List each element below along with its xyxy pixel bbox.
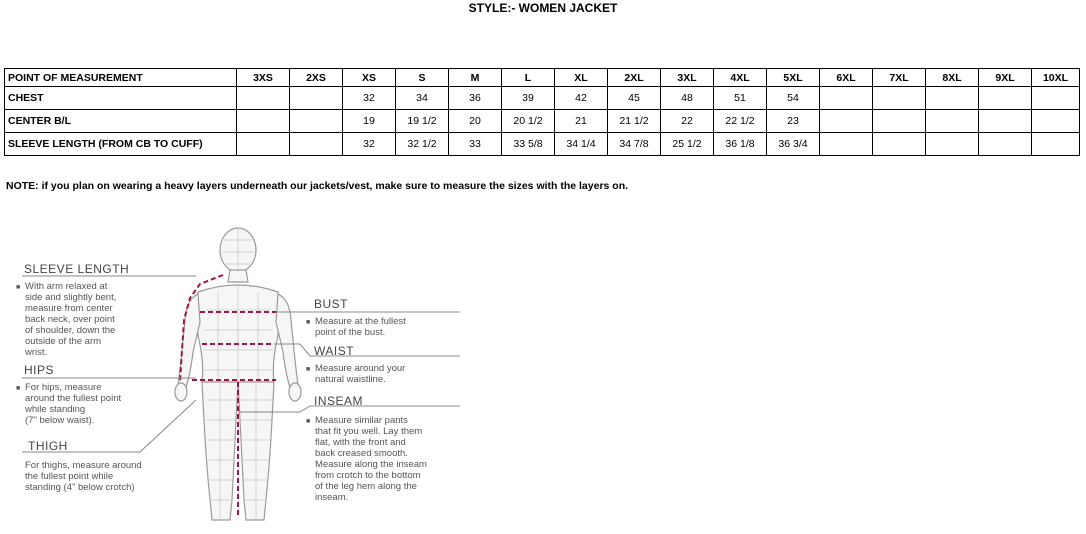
sleeve-length-heading: SLEEVE LENGTH xyxy=(24,262,130,276)
text-line: around the fullest point xyxy=(25,393,122,404)
sleeve-length-text xyxy=(25,281,116,358)
table-row-sleeve-length xyxy=(5,133,1080,156)
table-cell: 51 xyxy=(714,87,767,110)
table-cell: 42 xyxy=(555,87,608,110)
table-cell: 22 1/2 xyxy=(714,110,767,133)
bullet-icon: ■ xyxy=(306,366,311,373)
table-cell xyxy=(820,87,873,110)
table-cell: 19 xyxy=(343,110,396,133)
column-header-size: 8XL xyxy=(926,69,979,87)
table-cell xyxy=(1032,133,1080,156)
table-cell xyxy=(873,87,926,110)
table-cell: 36 xyxy=(449,87,502,110)
table-cell: 33 5/8 xyxy=(502,133,555,156)
table-cell: 34 7/8 xyxy=(608,133,661,156)
bullet-icon: ■ xyxy=(306,319,311,326)
size-chart-table xyxy=(4,68,1080,156)
text-line: Measure around your xyxy=(315,363,406,374)
column-header-size: M xyxy=(449,69,502,87)
table-cell: 45 xyxy=(608,87,661,110)
table-cell xyxy=(979,133,1032,156)
row-label-center-bl: CENTER B/L xyxy=(5,110,237,133)
table-cell: 34 xyxy=(396,87,449,110)
table-cell: 32 xyxy=(343,87,396,110)
table-cell: 19 1/2 xyxy=(396,110,449,133)
column-header-size: 9XL xyxy=(979,69,1032,87)
table-cell xyxy=(237,110,290,133)
table-cell xyxy=(873,110,926,133)
text-line: that fit you well. Lay them xyxy=(315,426,423,437)
table-cell: 48 xyxy=(661,87,714,110)
table-cell: 23 xyxy=(767,110,820,133)
text-line: measure from center xyxy=(25,303,113,314)
table-cell: 54 xyxy=(767,87,820,110)
hips-text xyxy=(25,382,121,426)
text-line: from crotch to the bottom xyxy=(315,470,421,481)
text-line: of shoulder, down the xyxy=(25,325,116,336)
table-cell: 32 xyxy=(343,133,396,156)
text-line: while standing xyxy=(25,404,86,415)
text-line: inseam. xyxy=(315,492,349,503)
waist-text xyxy=(315,363,405,385)
column-header-size: 2XL xyxy=(608,69,661,87)
column-header-size: 2XS xyxy=(290,69,343,87)
table-cell: 36 3/4 xyxy=(767,133,820,156)
table-cell: 22 xyxy=(661,110,714,133)
text-line: back neck, over point xyxy=(25,314,115,325)
table-cell: 25 1/2 xyxy=(661,133,714,156)
column-header-size: 4XL xyxy=(714,69,767,87)
table-cell: 33 xyxy=(449,133,502,156)
text-line: Measure at the fullest xyxy=(315,316,406,327)
measurement-guide xyxy=(0,220,480,534)
hips-heading: HIPS xyxy=(24,363,55,377)
page-title: STYLE:- WOMEN JACKET xyxy=(468,1,618,15)
text-line: of the leg hem along the xyxy=(315,481,417,492)
column-header-size: XL xyxy=(555,69,608,87)
bullet-icon: ■ xyxy=(306,418,311,425)
table-cell: 21 1/2 xyxy=(608,110,661,133)
table-cell xyxy=(237,87,290,110)
table-row-center-bl xyxy=(5,110,1080,133)
thigh-heading: THIGH xyxy=(28,439,68,453)
column-header-size: 6XL xyxy=(820,69,873,87)
row-label-sleeve-length: SLEEVE LENGTH (FROM CB TO CUFF) xyxy=(5,133,237,156)
row-label-chest: CHEST xyxy=(5,87,237,110)
table-cell xyxy=(926,133,979,156)
table-cell: 36 1/8 xyxy=(714,133,767,156)
table-cell xyxy=(290,133,343,156)
text-line: point of the bust. xyxy=(315,327,386,338)
table-header-row xyxy=(5,69,1080,87)
text-line: Measure along the inseam xyxy=(315,459,427,470)
table-cell: 34 1/4 xyxy=(555,133,608,156)
text-line: Measure similar pants xyxy=(315,415,408,426)
layering-note: NOTE: if you plan on wearing a heavy layers underneath our jackets/vest, make sure to measure the sizes with the layers on. xyxy=(6,180,629,192)
text-line: With arm relaxed at xyxy=(25,281,108,292)
table-cell xyxy=(290,87,343,110)
bullet-icon: ■ xyxy=(16,385,21,392)
bust-text xyxy=(315,316,406,338)
table-cell xyxy=(926,87,979,110)
inseam-heading: INSEAM xyxy=(314,394,364,408)
table-cell xyxy=(979,87,1032,110)
column-header-size: 3XL xyxy=(661,69,714,87)
text-line: standing (4" below crotch) xyxy=(25,482,135,493)
text-line: side and slightly bent, xyxy=(25,292,117,303)
table-cell xyxy=(1032,87,1080,110)
text-line: For thighs, measure around xyxy=(25,460,142,471)
table-cell: 32 1/2 xyxy=(396,133,449,156)
column-header-size: 7XL xyxy=(873,69,926,87)
table-row-chest xyxy=(5,87,1080,110)
bullet-icon: ■ xyxy=(16,284,21,291)
table-cell: 21 xyxy=(555,110,608,133)
text-line: natural waistline. xyxy=(315,374,386,385)
inseam-text xyxy=(315,415,427,503)
table-cell xyxy=(979,110,1032,133)
column-header-size: 5XL xyxy=(767,69,820,87)
thigh-text xyxy=(25,460,142,493)
table-cell xyxy=(820,133,873,156)
column-header-size: L xyxy=(502,69,555,87)
table-cell xyxy=(926,110,979,133)
text-line: outside of the arm xyxy=(25,336,102,347)
table-cell xyxy=(820,110,873,133)
text-line: For hips, measure xyxy=(25,382,102,393)
table-cell xyxy=(1032,110,1080,133)
column-header-size: XS xyxy=(343,69,396,87)
text-line: flat, with the front and xyxy=(315,437,406,448)
table-cell xyxy=(237,133,290,156)
column-header-size: 10XL xyxy=(1032,69,1080,87)
table-cell: 20 1/2 xyxy=(502,110,555,133)
table-cell: 39 xyxy=(502,87,555,110)
text-line: wrist. xyxy=(25,347,48,358)
bust-heading: BUST xyxy=(314,297,349,311)
text-line: (7" below waist). xyxy=(25,415,95,426)
text-line: the fullest point while xyxy=(25,471,114,482)
text-line: back creased smooth. xyxy=(315,448,408,459)
column-header-size: S xyxy=(396,69,449,87)
column-header-size: 3XS xyxy=(237,69,290,87)
table-cell xyxy=(873,133,926,156)
column-header-point-of-measurement: POINT OF MEASUREMENT xyxy=(5,69,237,87)
table-cell: 20 xyxy=(449,110,502,133)
waist-heading: WAIST xyxy=(314,344,355,358)
table-cell xyxy=(290,110,343,133)
